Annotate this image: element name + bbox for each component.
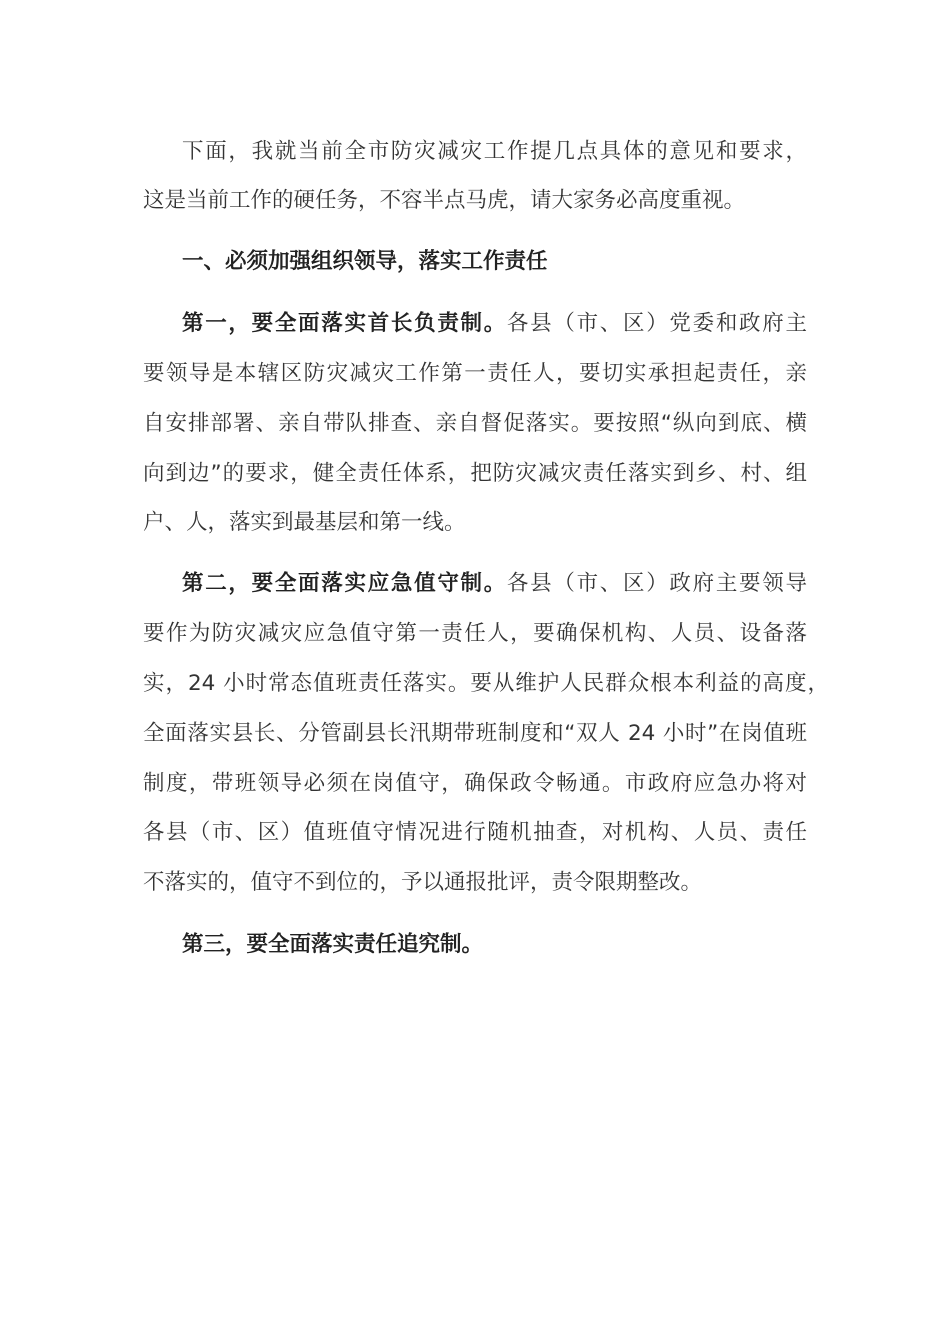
text-line: 各县（市、区）值班值守情况进行随机抽查，对机构、人员、责任 bbox=[143, 820, 807, 845]
bold-lead: 第一，要全面落实首长负责制。 bbox=[182, 311, 507, 336]
section-heading bbox=[182, 247, 807, 277]
bold-lead: 第二，要全面落实应急值守制。 bbox=[182, 571, 507, 596]
heading-text: 一、必须加强组织领导，落实工作责任 bbox=[182, 249, 548, 274]
bold-lead: 第三，要全面落实责任追究制。 bbox=[182, 932, 484, 957]
text-line: 这是当前工作的硬任务，不容半点马虎，请大家务必高度重视。 bbox=[143, 188, 746, 213]
text-line: 全面落实县长、分管副县长汛期带班制度和“双人 24 小时”在岗值班 bbox=[143, 721, 807, 746]
text-line bbox=[182, 569, 807, 599]
text-run: 各县（市、区）政府主要领导 bbox=[506, 571, 807, 596]
text-line bbox=[182, 309, 807, 339]
text-line: 要作为防灾减灾应急值守第一责任人，要确保机构、人员、设备落 bbox=[143, 621, 807, 646]
text-line: 向到边”的要求，健全责任体系，把防灾减灾责任落实到乡、村、组 bbox=[143, 461, 807, 486]
paragraph-third bbox=[182, 930, 807, 960]
text-line: 自安排部署、亲自带队排查、亲自督促落实。要按照“纵向到底、横 bbox=[143, 411, 807, 436]
text-line: 户、人，落实到最基层和第一线。 bbox=[143, 510, 466, 535]
text-line: 不落实的，值守不到位的，予以通报批评，责令限期整改。 bbox=[143, 870, 703, 895]
text-line: 要领导是本辖区防灾减灾工作第一责任人，要切实承担起责任，亲 bbox=[143, 361, 807, 386]
text-line: 下面，我就当前全市防灾减灾工作提几点具体的意见和要求， bbox=[182, 139, 807, 164]
text-line: 制度，带班领导必须在岗值守，确保政令畅通。市政府应急办将对 bbox=[143, 771, 807, 796]
text-line: 实，24 小时常态值班责任落实。要从维护人民群众根本利益的高度， bbox=[143, 671, 829, 696]
text-run: 各县（市、区）党委和政府主 bbox=[506, 311, 807, 336]
